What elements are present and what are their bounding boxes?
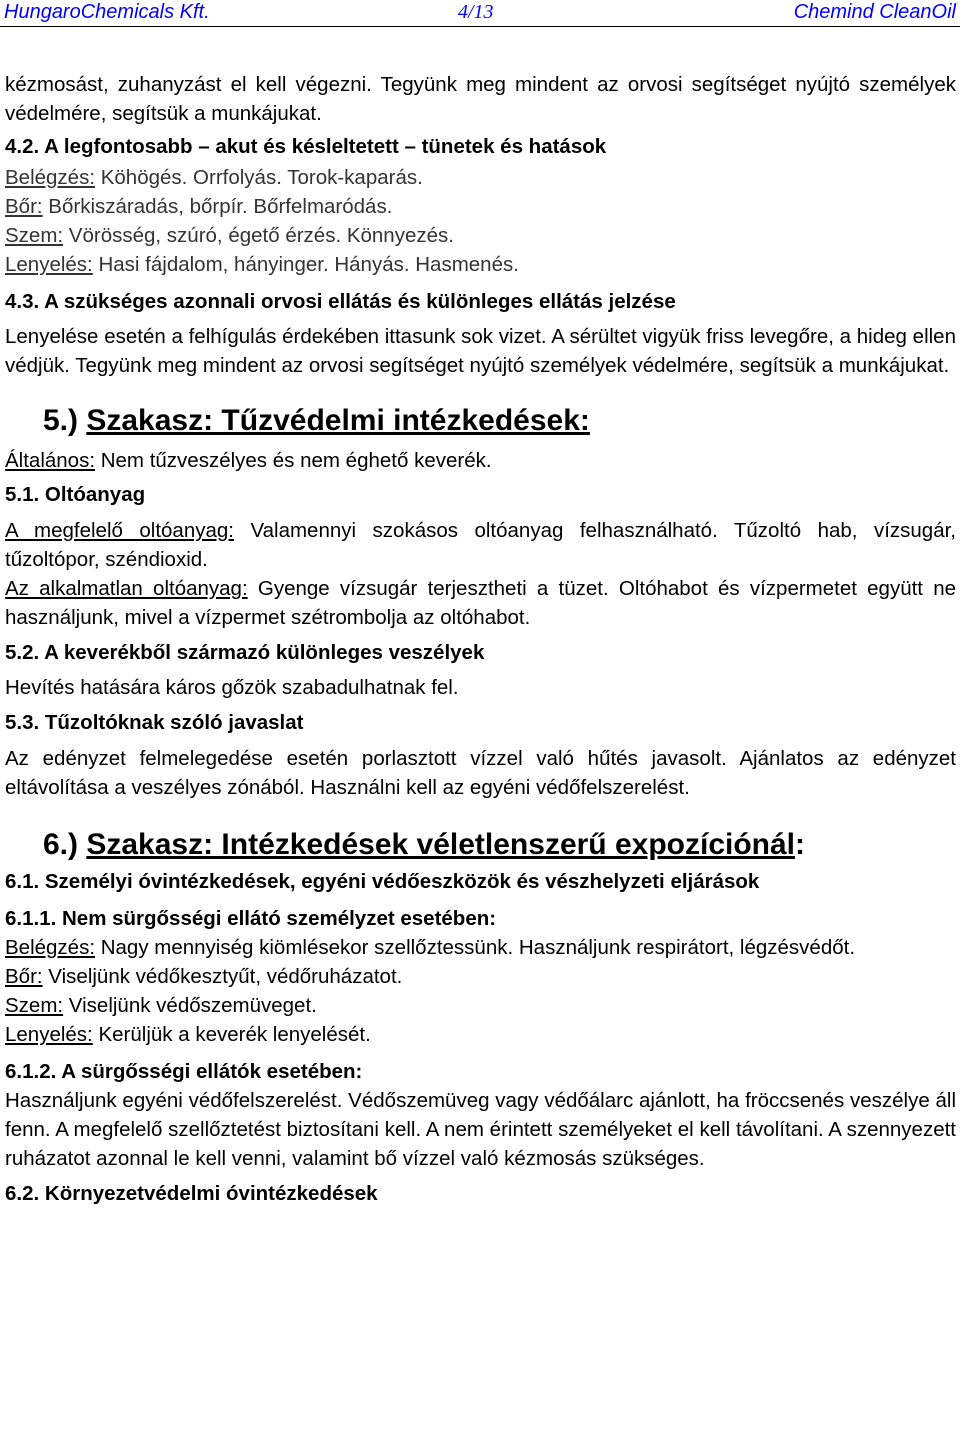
symptom-ingestion: Lenyelés: Hasi fájdalom, hányinger. Hányás. Hasmenés.	[5, 253, 519, 276]
measure-eye: Szem: Viseljünk védőszemüveget.	[5, 994, 317, 1017]
header-company: HungaroChemicals Kft.	[4, 1, 210, 23]
section-5-general: Általános: Nem tűzveszélyes és nem éghető keverék.	[5, 449, 492, 472]
symptom-skin: Bőr: Bőrkiszáradás, bőrpír. Bőrfelmaródás.	[5, 195, 393, 218]
section-5-1-heading: 5.1. Oltóanyag	[5, 483, 146, 506]
suitable-extinguishing-media: A megfelelő oltóanyag: Valamennyi szokásos oltóanyag felhasználható. Tűzoltó hab, vízsugár, tűzoltópor, széndioxid.	[5, 519, 956, 571]
measure-inhalation: Belégzés: Nagy mennyiség kiömlésekor szellőztessünk. Használjunk respirátort, légzésvédőt.	[5, 936, 856, 959]
section-6-1-1-heading: 6.1.1. Nem sürgősségi ellátó személyzet esetében:	[5, 907, 497, 930]
section-4-2-symptoms	[5, 163, 956, 279]
section-5-2-heading: 5.2. A keverékből származó különleges veszélyek	[5, 641, 485, 664]
section-6-1-2-text: Használjunk egyéni védőfelszerelést. Védőszemüveg vagy védőálarc ajánlott, ha fröccsenés veszélye áll fenn. A megfelelő szellőztetést biztosítani kell. A nem érintett személyeket el kell távolítani. A szennyezett ruházatot azonnal le kell venni, valamint bő vízzel való kézmosás szükséges.	[5, 1089, 956, 1170]
section-5-2-text: Hevítés hatására káros gőzök szabadulhatnak fel.	[5, 676, 459, 699]
header-page-number: 4/13	[458, 1, 494, 23]
measure-ingestion: Lenyelés: Kerüljük a keverék lenyelését.	[5, 1023, 371, 1046]
intro-paragraph: kézmosást, zuhanyzást el kell végezni. Tegyünk meg mindent az orvosi segítséget nyújtó személyek védelmére, segítsük a munkájukat.	[5, 73, 956, 125]
document-body	[5, 70, 956, 1208]
page-header	[0, 0, 960, 27]
section-4-3-text: Lenyelése esetén a felhígulás érdekében ittasunk sok vizet. A sérültet vigyük friss levegőre, a hideg ellen védjük. Tegyünk meg mindent az orvosi segítséget nyújtó személyek védelmére, segítsük a munkájukat.	[5, 325, 956, 377]
section-5-3-text: Az edényzet felmelegedése esetén porlasztott vízzel való hűtés javasolt. Ajánlatos az edényzet eltávolítása a veszélyes zónából. Használni kell az egyéni védőfelszerelést.	[5, 747, 956, 799]
section-6-1-heading: 6.1. Személyi óvintézkedések, egyéni védőeszközök és vészhelyzeti eljárások	[5, 870, 760, 893]
symptom-inhalation: Belégzés: Köhögés. Orrfolyás. Torok-kaparás.	[5, 166, 423, 189]
section-4-2-heading: 4.2. A legfontosabb – akut és késleltetett – tünetek és hatások	[5, 135, 607, 158]
measure-skin: Bőr: Viseljünk védőkesztyűt, védőruházatot.	[5, 965, 403, 988]
section-6-2-heading: 6.2. Környezetvédelmi óvintézkedések	[5, 1182, 378, 1205]
section-6-1-2-heading: 6.1.2. A sürgősségi ellátók esetében:	[5, 1060, 363, 1083]
section-6-title: 6.) Szakasz: Intézkedések véletlenszerű expozíciónál:	[43, 828, 806, 861]
unsuitable-extinguishing-media: Az alkalmatlan oltóanyag: Gyenge vízsugár terjesztheti a tüzet. Oltóhabot és vízpermetet együtt ne használjunk, mivel a vízpermet szétrombolja az oltóhabot.	[5, 577, 957, 629]
symptom-eye: Szem: Vörösség, szúró, égető érzés. Könnyezés.	[5, 224, 454, 247]
section-4-3-heading: 4.3. A szükséges azonnali orvosi ellátás és különleges ellátás jelzése	[5, 290, 676, 313]
section-5-title: 5.) Szakasz: Tűzvédelmi intézkedések:	[43, 404, 590, 437]
section-5-3-heading: 5.3. Tűzoltóknak szóló javaslat	[5, 711, 304, 734]
header-product: Chemind CleanOil	[793, 1, 956, 23]
